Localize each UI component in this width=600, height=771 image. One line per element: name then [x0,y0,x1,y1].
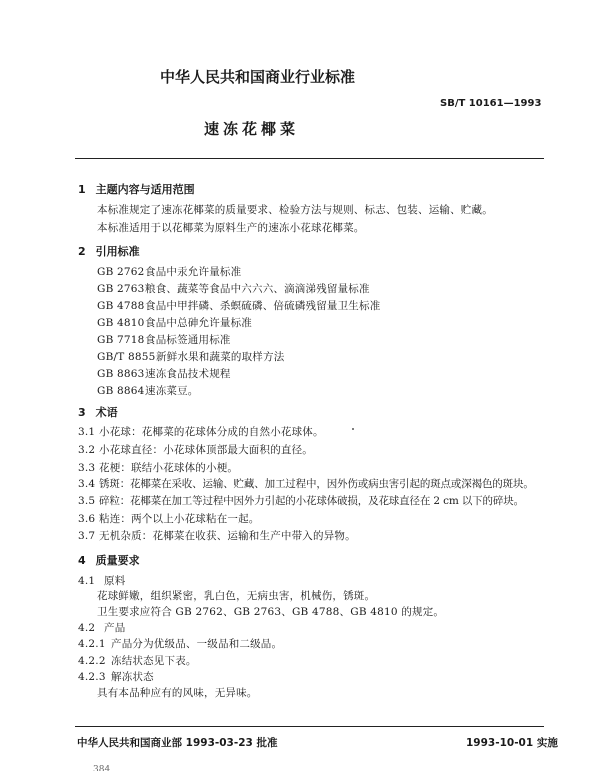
term-item [78,511,260,526]
section-number: 2 [78,245,86,258]
clause-number: 4.2.3 [78,671,106,683]
reference-code: GB 4810 [97,317,145,329]
publisher-title: 中华人民共和国商业行业标准 [160,68,356,86]
reference-item [97,332,231,347]
term-text: 碎粒：花椰菜在加工等过程中因外力引起的小花球体破损，及花球直径在 2 cm 以下的碎块。 [99,495,524,507]
reference-name: 速冻食品技术规程 [145,368,231,380]
section-4-heading [78,552,140,568]
section-1-paragraph-1: 本标准规定了速冻花椰菜的质量要求、检验方法与规则、标志、包装、运输、贮藏。 [97,204,493,216]
section-2-heading [78,243,140,259]
reference-code: GB 8864 [97,385,145,397]
term-item [78,528,356,543]
standard-number: SB/T 10161—1993 [440,98,542,109]
reference-item [97,298,380,313]
reference-code: GB 7718 [97,334,145,346]
clause-number: 3.1 [78,426,96,438]
section-1-heading [78,181,195,197]
clause-4-1-heading [78,573,125,588]
reference-item [97,281,370,296]
clause-number: 3.4 [78,478,96,490]
effective-date: 1993-10-01 实施 [466,737,558,749]
term-text: 花梗：联结小花球体的小梗。 [99,462,239,474]
reference-item [97,383,199,398]
section-title: 质量要求 [95,554,140,567]
reference-code: GB 2762 [97,266,145,278]
section-number: 4 [78,554,86,567]
section-number: 1 [78,183,86,196]
clause-number: 3.2 [78,444,96,456]
term-text: 小花球直径：小花球体顶部最大面积的直径。 [99,444,313,456]
clause-number: 3.6 [78,513,96,525]
reference-name: 食品中甲拌磷、杀螟硫磷、倍硫磷残留量卫生标准 [145,300,381,312]
clause-number: 4.2.1 [78,638,106,650]
reference-code: GB 4788 [97,300,145,312]
clause-number: 3.3 [78,462,96,474]
clause-4-2-2 [78,653,197,668]
clause-4-2-3 [78,669,154,684]
reference-code: GB 2763 [97,283,145,295]
term-text: 粘连：两个以上小花球粘在一起。 [99,513,260,525]
reference-name: 粮食、蔬菜等食品中六六六、滴滴涕残留量标准 [145,283,370,295]
reference-code: GB/T 8855 [97,351,156,363]
reference-code: GB 8863 [97,368,145,380]
reference-name: 食品中汞允许量标准 [145,266,242,278]
term-text: 无机杂质：花椰菜在收获、运输和生产中带入的异物。 [99,530,356,542]
term-item [78,442,313,457]
section-title: 术语 [95,406,118,419]
term-text: 锈斑：花椰菜在采收、运输、贮藏、加工过程中，因外伤或病虫害引起的斑点或深褐色的斑块。 [99,478,534,490]
clause-4-2-1 [78,636,282,651]
clause-text: 冻结状态见下表。 [111,655,197,667]
footer-rule [75,726,544,727]
clause-title: 原料 [104,575,126,587]
section-3-heading [78,404,118,420]
reference-name: 速冻菜豆。 [145,385,199,397]
clause-4-1-paragraph-2: 卫生要求应符合 GB 2762、GB 2763、GB 4788、GB 4810 的规定。 [97,606,445,618]
reference-item [97,315,252,330]
clause-4-2-heading [78,620,125,635]
section-title: 引用标准 [95,245,140,258]
term-item [78,424,324,439]
clause-title: 产品 [104,622,126,634]
section-number: 3 [78,406,86,419]
clause-number: 3.7 [78,530,96,542]
clause-number: 4.2 [78,622,96,634]
issuer-line: 中华人民共和国商业部 1993-03-23 批准 [77,737,278,749]
term-text: 小花球：花椰菜的花球体分成的自然小花球体。 [99,426,324,438]
clause-text: 解冻状态 [111,671,154,683]
section-1-paragraph-2: 本标准适用于以花椰菜为原料生产的速冻小花球花椰菜。 [97,222,365,234]
term-item [78,460,238,475]
reference-name: 食品标签通用标准 [145,334,231,346]
term-item [78,476,534,491]
header-rule [75,158,544,159]
page-number: 384 [93,765,111,771]
clause-text: 产品分为优级品、一级品和二级品。 [111,638,283,650]
clause-number: 4.2.2 [78,655,106,667]
clause-4-2-3-paragraph: 具有本品种应有的风味，无异味。 [97,687,258,699]
reference-item [97,366,231,381]
document-title: 速冻花椰菜 [204,120,300,138]
reference-name: 新鲜水果和蔬菜的取样方法 [156,351,285,363]
section-title: 主题内容与适用范围 [95,183,195,196]
reference-name: 食品中总砷允许量标准 [145,317,252,329]
reference-item [97,264,241,279]
term-item [78,493,524,508]
clause-4-1-paragraph-1: 花球鲜嫩，组织紧密，乳白色，无病虫害，机械伤，锈斑。 [97,590,376,602]
scan-speck [352,428,354,430]
reference-item [97,349,284,364]
clause-number: 3.5 [78,495,96,507]
clause-number: 4.1 [78,575,96,587]
